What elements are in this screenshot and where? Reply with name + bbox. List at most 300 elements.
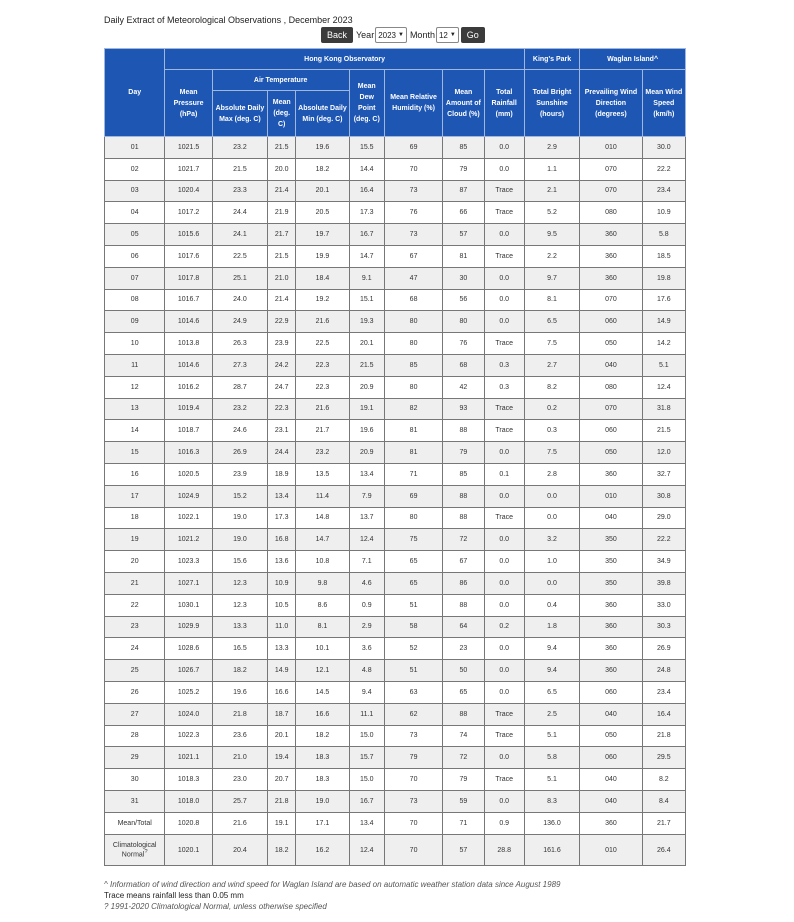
table-cell: 8.1: [296, 616, 349, 638]
table-cell: 31.8: [642, 398, 685, 420]
table-cell: 0.0: [484, 790, 524, 812]
table-cell: 19.0: [212, 529, 267, 551]
table-cell: 88: [443, 420, 484, 442]
table-cell: Trace: [484, 202, 524, 224]
table-cell: 1013.8: [165, 333, 212, 355]
table-cell: 10: [105, 333, 165, 355]
table-cell: 26.9: [642, 638, 685, 660]
table-cell: 23.2: [212, 137, 267, 159]
table-cell: 29: [105, 747, 165, 769]
table-row: [105, 333, 686, 355]
table-cell: 79: [443, 442, 484, 464]
table-cell: 23.2: [212, 398, 267, 420]
table-cell: 30.8: [642, 485, 685, 507]
table-cell: 69: [384, 137, 442, 159]
table-cell: Mean/Total: [105, 812, 165, 835]
table-cell: 80: [384, 311, 442, 333]
header-rainfall: Total Rainfall (mm): [484, 70, 524, 137]
table-cell: 16.4: [642, 703, 685, 725]
table-cell: 06: [105, 245, 165, 267]
table-cell: 14.8: [296, 507, 349, 529]
table-cell: 80: [384, 507, 442, 529]
table-cell: 88: [443, 485, 484, 507]
table-cell: 09: [105, 311, 165, 333]
table-row: [105, 376, 686, 398]
table-cell: 6.5: [524, 311, 579, 333]
table-cell: 040: [580, 703, 642, 725]
table-cell: 03: [105, 180, 165, 202]
header-wind-direction: Prevailing Wind Direction (degrees): [580, 70, 642, 137]
table-cell: 20.7: [268, 769, 296, 791]
table-row: [105, 769, 686, 791]
table-cell: 62: [384, 703, 442, 725]
table-cell: 29.5: [642, 747, 685, 769]
table-cell: 20.9: [349, 376, 384, 398]
table-cell: 1020.5: [165, 463, 212, 485]
table-row: [105, 594, 686, 616]
table-cell: 85: [384, 354, 442, 376]
table-cell: 52: [384, 638, 442, 660]
table-cell: 24.1: [212, 224, 267, 246]
table-cell: 8.3: [524, 790, 579, 812]
table-row: [105, 638, 686, 660]
table-row: [105, 137, 686, 159]
table-cell: 23: [443, 638, 484, 660]
table-cell: 16.4: [349, 180, 384, 202]
table-cell: 350: [580, 551, 642, 573]
table-cell: 17.3: [349, 202, 384, 224]
table-cell: 58: [384, 616, 442, 638]
table-cell: 13.5: [296, 463, 349, 485]
table-cell: 5.8: [642, 224, 685, 246]
table-cell: 0.0: [484, 638, 524, 660]
table-cell: 15.2: [212, 485, 267, 507]
table-cell: 16: [105, 463, 165, 485]
table-cell: 1016.7: [165, 289, 212, 311]
back-button[interactable]: Back: [321, 27, 353, 43]
table-cell: 1018.7: [165, 420, 212, 442]
table-cell: 12.3: [212, 594, 267, 616]
table-cell: 11.0: [268, 616, 296, 638]
table-cell: 22.9: [268, 311, 296, 333]
table-cell: 25.1: [212, 267, 267, 289]
table-cell: 34.9: [642, 551, 685, 573]
table-cell: 70: [384, 158, 442, 180]
table-cell: 24.0: [212, 289, 267, 311]
table-cell: 23: [105, 616, 165, 638]
table-row: [105, 485, 686, 507]
table-cell: 1020.4: [165, 180, 212, 202]
table-cell: 24.6: [212, 420, 267, 442]
table-cell: 64: [443, 616, 484, 638]
table-cell: 24.2: [268, 354, 296, 376]
table-cell: 76: [384, 202, 442, 224]
table-cell: 19.1: [349, 398, 384, 420]
table-cell: 14.9: [268, 660, 296, 682]
table-cell: 350: [580, 529, 642, 551]
table-cell: 26.9: [212, 442, 267, 464]
table-cell: 11.4: [296, 485, 349, 507]
table-cell: 1021.5: [165, 137, 212, 159]
table-cell: 13.7: [349, 507, 384, 529]
table-cell: 0.0: [484, 747, 524, 769]
table-cell: 9.4: [524, 660, 579, 682]
normal-label-cell: [105, 835, 165, 866]
table-cell: 26.3: [212, 333, 267, 355]
table-cell: 20.4: [212, 835, 267, 866]
table-cell: Trace: [484, 245, 524, 267]
table-cell: 24.9: [212, 311, 267, 333]
table-cell: 21.5: [642, 420, 685, 442]
table-cell: 22.5: [296, 333, 349, 355]
table-cell: 21.7: [296, 420, 349, 442]
table-cell: 10.5: [268, 594, 296, 616]
table-cell: 0.0: [484, 158, 524, 180]
table-cell: 0.0: [484, 137, 524, 159]
table-cell: 0.0: [484, 529, 524, 551]
table-footer: [105, 812, 686, 866]
table-cell: 360: [580, 463, 642, 485]
table-row: [105, 572, 686, 594]
table-cell: 010: [580, 835, 642, 866]
header-air-temperature: Air Temperature: [212, 70, 349, 91]
table-cell: 13.6: [268, 551, 296, 573]
table-cell: 1021.2: [165, 529, 212, 551]
table-cell: 0.0: [484, 681, 524, 703]
table-cell: 0.0: [524, 572, 579, 594]
table-cell: 27: [105, 703, 165, 725]
table-cell: 80: [384, 376, 442, 398]
table-cell: 1019.4: [165, 398, 212, 420]
table-cell: 0.9: [484, 812, 524, 835]
table-cell: 040: [580, 790, 642, 812]
table-cell: 010: [580, 137, 642, 159]
table-cell: 86: [443, 572, 484, 594]
table-cell: 68: [443, 354, 484, 376]
month-select[interactable]: [436, 27, 459, 43]
table-cell: 76: [443, 333, 484, 355]
table-cell: 18.3: [296, 769, 349, 791]
table-cell: 1024.0: [165, 703, 212, 725]
table-cell: 82: [384, 398, 442, 420]
table-cell: 21.8: [268, 790, 296, 812]
table-row: [105, 180, 686, 202]
table-row: [105, 463, 686, 485]
table-cell: 15.5: [349, 137, 384, 159]
table-cell: 070: [580, 398, 642, 420]
header-kings-park: King's Park: [524, 49, 579, 70]
table-cell: 1017.6: [165, 245, 212, 267]
table-cell: 0.0: [484, 485, 524, 507]
table-cell: 17: [105, 485, 165, 507]
table-cell: 72: [443, 529, 484, 551]
table-cell: 23.2: [296, 442, 349, 464]
table-cell: Trace: [484, 769, 524, 791]
table-cell: 04: [105, 202, 165, 224]
table-cell: 21.5: [268, 137, 296, 159]
table-cell: 1022.3: [165, 725, 212, 747]
table-cell: 22.2: [642, 529, 685, 551]
table-cell: 20.1: [349, 333, 384, 355]
header-mean-temp: Mean (deg. C): [268, 91, 296, 137]
table-cell: 65: [443, 681, 484, 703]
table-row: [105, 703, 686, 725]
table-cell: 060: [580, 311, 642, 333]
table-cell: 1.0: [524, 551, 579, 573]
table-cell: Trace: [484, 703, 524, 725]
table-row: [105, 245, 686, 267]
footnote-trace: Trace means rainfall less than 0.05 mm: [104, 891, 244, 900]
table-cell: 22.2: [642, 158, 685, 180]
table-cell: 20.1: [296, 180, 349, 202]
table-cell: 24.4: [268, 442, 296, 464]
header-hong-kong-observatory: Hong Kong Observatory: [165, 49, 524, 70]
table-cell: 1015.6: [165, 224, 212, 246]
table-cell: 1017.2: [165, 202, 212, 224]
table-cell: 19.8: [642, 267, 685, 289]
year-select[interactable]: [375, 27, 407, 43]
table-cell: 20.0: [268, 158, 296, 180]
table-cell: 81: [443, 245, 484, 267]
table-cell: 12.1: [296, 660, 349, 682]
table-cell: 16.7: [349, 224, 384, 246]
table-cell: 3.2: [524, 529, 579, 551]
table-cell: 350: [580, 572, 642, 594]
chevron-down-icon: ▼: [449, 32, 456, 38]
table-cell: 57: [443, 835, 484, 866]
table-cell: 21.0: [212, 747, 267, 769]
table-cell: 050: [580, 725, 642, 747]
table-row: [105, 442, 686, 464]
go-button[interactable]: Go: [461, 27, 485, 43]
table-cell: 79: [443, 769, 484, 791]
table-cell: 360: [580, 616, 642, 638]
table-cell: Trace: [484, 420, 524, 442]
table-cell: 12: [105, 376, 165, 398]
table-cell: 15.0: [349, 769, 384, 791]
table-cell: 10.8: [296, 551, 349, 573]
table-cell: 360: [580, 660, 642, 682]
table-cell: 70: [384, 835, 442, 866]
table-cell: 9.5: [524, 224, 579, 246]
table-cell: 4.8: [349, 660, 384, 682]
table-cell: 1018.0: [165, 790, 212, 812]
table-cell: 2.9: [524, 137, 579, 159]
table-cell: 18.2: [212, 660, 267, 682]
table-cell: 51: [384, 594, 442, 616]
table-row: [105, 224, 686, 246]
table-cell: 0.1: [484, 463, 524, 485]
table-cell: 7.9: [349, 485, 384, 507]
header-abs-max: Absolute Daily Max (deg. C): [212, 91, 267, 137]
table-cell: 15.0: [349, 725, 384, 747]
table-cell: 1020.8: [165, 812, 212, 835]
table-cell: 1027.1: [165, 572, 212, 594]
table-cell: 23.3: [212, 180, 267, 202]
table-cell: 28: [105, 725, 165, 747]
table-cell: 17.3: [268, 507, 296, 529]
table-cell: 5.1: [642, 354, 685, 376]
table-cell: 21.8: [642, 725, 685, 747]
table-cell: 20.1: [268, 725, 296, 747]
table-cell: 9.4: [349, 681, 384, 703]
table-cell: 7.5: [524, 442, 579, 464]
table-cell: 19.3: [349, 311, 384, 333]
table-cell: 060: [580, 747, 642, 769]
table-cell: 72: [443, 747, 484, 769]
table-row: [105, 202, 686, 224]
table-cell: 060: [580, 420, 642, 442]
table-cell: 19.2: [296, 289, 349, 311]
table-cell: Trace: [484, 398, 524, 420]
table-cell: 71: [384, 463, 442, 485]
table-cell: 13.3: [268, 638, 296, 660]
table-cell: 47: [384, 267, 442, 289]
table-cell: 21.6: [212, 812, 267, 835]
month-label: Month: [409, 30, 435, 40]
table-cell: 3.6: [349, 638, 384, 660]
year-label: Year: [356, 30, 375, 40]
table-cell: 16.7: [349, 790, 384, 812]
table-cell: 5.8: [524, 747, 579, 769]
chevron-down-icon: ▼: [397, 32, 404, 38]
table-cell: 16.6: [296, 703, 349, 725]
table-cell: 28.7: [212, 376, 267, 398]
table-cell: 81: [384, 420, 442, 442]
normal-label: Climatological Normal: [112, 842, 157, 859]
table-cell: 050: [580, 333, 642, 355]
table-cell: 39.8: [642, 572, 685, 594]
table-cell: 87: [443, 180, 484, 202]
table-cell: 1030.1: [165, 594, 212, 616]
table-cell: 59: [443, 790, 484, 812]
table-cell: 8.4: [642, 790, 685, 812]
table-cell: 0.0: [524, 507, 579, 529]
table-cell: 0.0: [484, 660, 524, 682]
table-cell: 11.1: [349, 703, 384, 725]
table-cell: 33.0: [642, 594, 685, 616]
table-cell: 0.0: [484, 442, 524, 464]
table-cell: 19.7: [296, 224, 349, 246]
table-row: [105, 529, 686, 551]
table-cell: 1.1: [524, 158, 579, 180]
table-cell: 8.2: [524, 376, 579, 398]
table-row: [105, 551, 686, 573]
year-value: 2023: [378, 30, 396, 40]
month-value: 12: [438, 30, 448, 40]
table-cell: 80: [384, 333, 442, 355]
table-cell: 5.1: [524, 769, 579, 791]
table-row: [105, 616, 686, 638]
table-cell: 29.0: [642, 507, 685, 529]
table-cell: 0.0: [484, 267, 524, 289]
table-cell: 0.3: [484, 376, 524, 398]
table-cell: 2.9: [349, 616, 384, 638]
table-cell: 10.9: [268, 572, 296, 594]
table-cell: 1024.9: [165, 485, 212, 507]
table-cell: 17.1: [296, 812, 349, 835]
table-cell: 070: [580, 180, 642, 202]
table-cell: 21: [105, 572, 165, 594]
table-cell: 360: [580, 267, 642, 289]
table-cell: 22.3: [268, 398, 296, 420]
table-cell: 25: [105, 660, 165, 682]
table-cell: 67: [443, 551, 484, 573]
table-cell: 51: [384, 660, 442, 682]
table-cell: 88: [443, 594, 484, 616]
footnote-waglan: ^ Information of wind direction and wind speed for Waglan Island are based on automatic weather station data since August 1989: [104, 880, 561, 889]
table-cell: 88: [443, 507, 484, 529]
table-cell: Trace: [484, 333, 524, 355]
table-cell: 73: [384, 180, 442, 202]
table-cell: 1022.1: [165, 507, 212, 529]
table-cell: 66: [443, 202, 484, 224]
table-cell: 0.0: [484, 311, 524, 333]
table-cell: 13.4: [349, 463, 384, 485]
table-cell: 0.0: [484, 551, 524, 573]
table-cell: 040: [580, 354, 642, 376]
table-cell: 21.4: [268, 289, 296, 311]
table-cell: 050: [580, 442, 642, 464]
table-row: [105, 158, 686, 180]
table-cell: 1017.8: [165, 267, 212, 289]
table-cell: 2.8: [524, 463, 579, 485]
normal-row: [105, 835, 686, 866]
table-cell: 01: [105, 137, 165, 159]
table-cell: 0.2: [524, 398, 579, 420]
table-cell: 21.7: [268, 224, 296, 246]
table-row: [105, 660, 686, 682]
table-cell: 19.6: [212, 681, 267, 703]
table-cell: 73: [384, 790, 442, 812]
table-cell: Trace: [484, 180, 524, 202]
table-cell: 18.3: [296, 747, 349, 769]
table-cell: 19.1: [268, 812, 296, 835]
table-cell: 24.7: [268, 376, 296, 398]
table-cell: 42: [443, 376, 484, 398]
table-cell: 360: [580, 638, 642, 660]
table-cell: 060: [580, 681, 642, 703]
table-cell: 14.5: [296, 681, 349, 703]
table-cell: 1021.1: [165, 747, 212, 769]
table-cell: 14.7: [296, 529, 349, 551]
table-cell: 0.4: [524, 594, 579, 616]
table-cell: Trace: [484, 507, 524, 529]
table-cell: 69: [384, 485, 442, 507]
header-cloud: Mean Amount of Cloud (%): [443, 70, 484, 137]
table-cell: 31: [105, 790, 165, 812]
table-cell: 22.5: [212, 245, 267, 267]
table-cell: 21.9: [268, 202, 296, 224]
table-cell: 21.5: [212, 158, 267, 180]
table-cell: 21.7: [642, 812, 685, 835]
table-cell: 79: [443, 158, 484, 180]
table-row: [105, 681, 686, 703]
header-dew-point: Mean Dew Point (deg. C): [349, 70, 384, 137]
table-cell: 13.3: [212, 616, 267, 638]
table-cell: Trace: [484, 725, 524, 747]
table-cell: 1025.2: [165, 681, 212, 703]
table-cell: 19.9: [296, 245, 349, 267]
table-cell: 24.4: [212, 202, 267, 224]
table-cell: 360: [580, 812, 642, 835]
table-cell: 14.7: [349, 245, 384, 267]
footnote-normal: ? 1991-2020 Climatological Normal, unless otherwise specified: [104, 902, 327, 911]
table-row: [105, 398, 686, 420]
table-cell: 1014.6: [165, 311, 212, 333]
table-cell: 75: [384, 529, 442, 551]
table-cell: 23.4: [642, 681, 685, 703]
